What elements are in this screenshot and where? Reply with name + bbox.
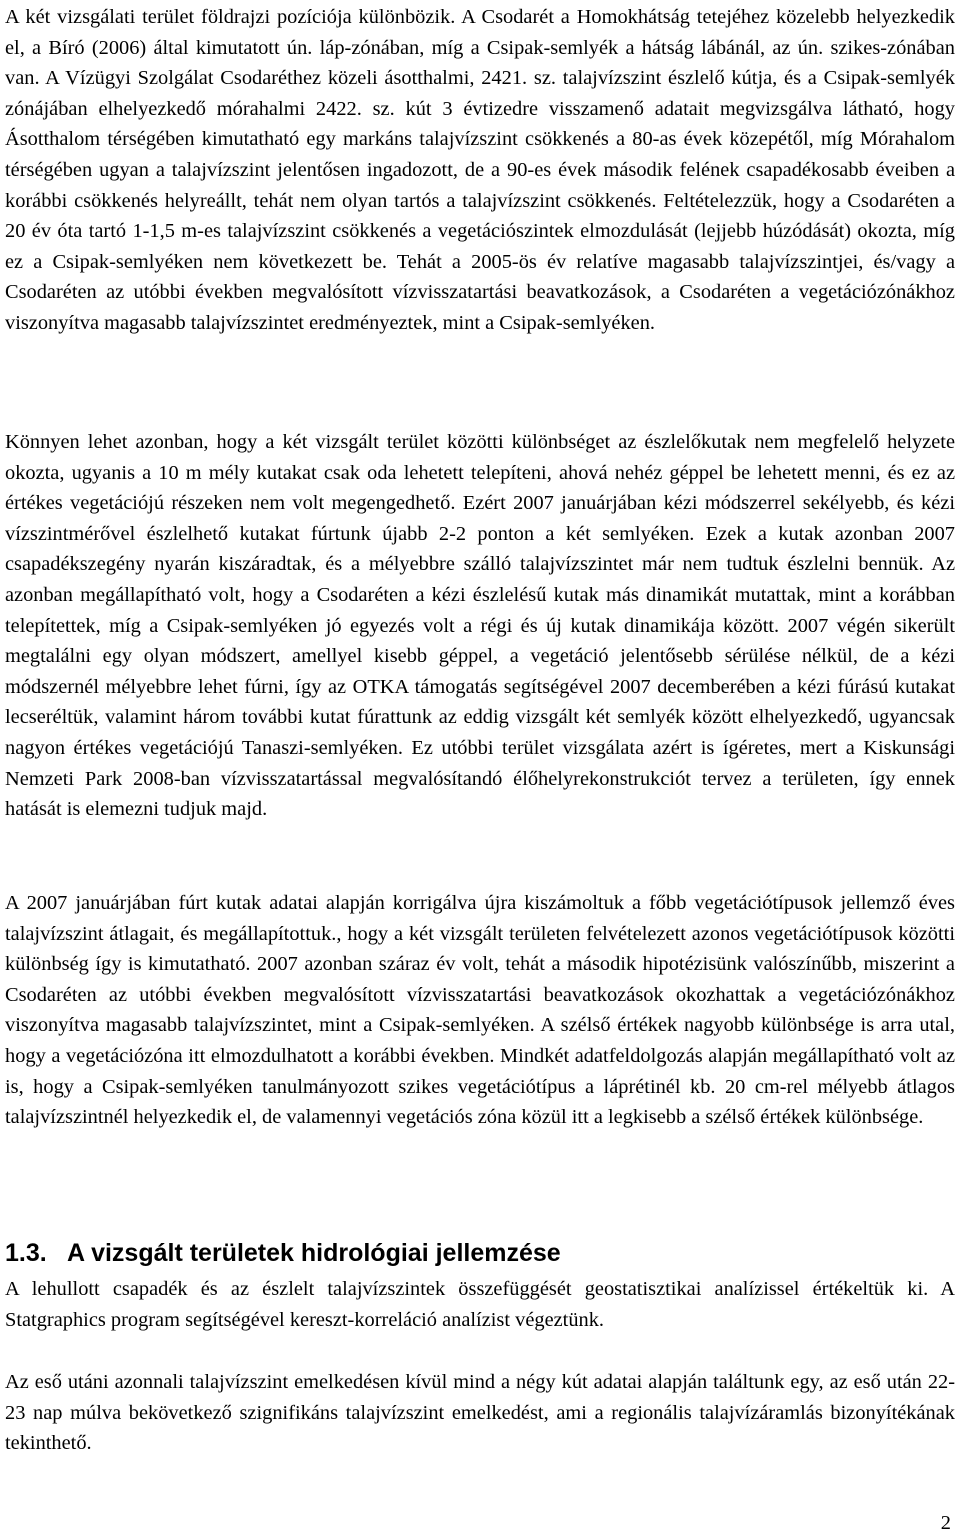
section-title: A vizsgált területek hidrológiai jellemzése	[67, 1239, 561, 1267]
paragraph-2: Könnyen lehet azonban, hogy a két vizsgált terület közötti különbséget az észlelőkutak nem megfelelő helyzete okozta, ugyanis a 10 m mély kutakat csak oda lehetett telepíteni, ahová nehéz géppel be lehetett menni, és ez az értékes vegetációjú részeken nem volt megengedhető. Ezért 2007 januárjában kézi módszerrel sekélyebb, és kézi vízszintmérővel észlelhető kutakat fúrtunk újabb 2-2 ponton a két semlyéken. Ezek a kutak azonban 2007 csapadékszegény nyarán kiszáradtak, és a mélyebbre szálló talajvízszintet már nem tudtuk észlelni bennük. Az azonban megállapítható volt, hogy a Csodaréten a kézi észlelésű kutak más dinamikát mutattak, mint a korábban telepítettek, míg a Csipak-semlyéken jó egyezés volt a régi és új kutak dinamikája között. 2007 végén sikerült megtalálni egy olyan módszert, amellyel kisebb géppel, a vegetáció jelentősebb sérülése nélkül, de a kézi módszernél mélyebbre lehet fúrni, így az OTKA támogatás segítségével 2007 decemberében a kézi fúrású kutakat lecseréltük, valamint három további kutat fúrattunk az eddig vizsgált két semlyék között elhelyezkedő, ugyancsak nagyon értékes vegetációjú Tanaszi-semlyéken. Ez utóbbi terület vizsgálata azért is ígéretes, mert a Kiskunsági Nemzeti Park 2008-ban vízvisszatartással megvalósítandó élőhelyrekonstrukciót tervez a területen, így ennek hatását is elemezni tudjuk majd.	[5, 431, 955, 821]
section-heading	[5, 1236, 955, 1270]
paragraph-4: A lehullott csapadék és az észlelt talajvízszintek összefüggését geostatisztikai analízissel értékeltük ki. A Statgraphics program segítségével kereszt-korreláció analízist végeztünk.	[5, 1278, 955, 1331]
page-number: 2	[940, 1512, 951, 1534]
section-number: 1.3.	[5, 1239, 47, 1267]
paragraph-3: A 2007 januárjában fúrt kutak adatai alapján korrigálva újra kiszámoltuk a főbb vegetációtípusok jellemző éves talajvízszint átlagait, és megállapítottuk., hogy a két vizsgált területen felvételezett azonos vegetációtípusok közötti különbség így is kimutatható. 2007 azonban száraz év volt, tehát a második hipotézisünk valószínűbb, miszerint a Csodaréten az utóbbi években megvalósított vízvisszatartási beavatkozások okozhattak a vegetációzónákhoz viszonyítva magasabb talajvízszintet, mint a Csipak-semlyéken. A szélső értékek nagyobb különbsége is arra utal, hogy a vegetációzóna itt elmozdulhatott a korábbi években. Mindkét adatfeldolgozás alapján megállapítható volt az is, hogy a Csipak-semlyéken tanulmányozott szikes vegetációtípus a láprétinél kb. 20 cm-rel mélyebb átlagos talajvízszintnél helyezkedik el, de valamennyi vegetációs zóna közül itt a legkisebb a szélső értékek különbsége.	[5, 892, 955, 1129]
document-page	[5, 0, 955, 1537]
paragraph-1: A két vizsgálati terület földrajzi pozíciója különbözik. A Csodarét a Homokhátság tetejéhez közelebb helyezkedik el, a Bíró (2006) által kimutatott ún. láp-zónában, míg a Csipak-semlyék a hátság lábánál, az ún. szikes-zónában van. A Vízügyi Szolgálat Csodaréthez közeli ásotthalmi, 2421. sz. talajvízszint észlelő kútja, és a Csipak-semlyék zónájában elhelyezkedő mórahalmi 2422. sz. kút 3 évtizedre visszamenő adatait megvizsgálva látható, hogy Ásotthalom térségében kimutatható egy markáns talajvízszint csökkenés a 80-as évek közepétől, míg Mórahalom térségében ugyan a talajvízszint jelentősen ingadozott, de a 90-es évek második felének csapadékosabb éveiben a korábbi csökkenés helyreállt, tehát nem olyan tartós a talajvízszint csökkenés. Feltételezzük, hogy a Csodaréten a 20 év óta tartó 1-1,5 m-es talajvízszint csökkenés a vegetációszintek elmozdulását (lejjebb húzódását) okozta, míg ez a Csipak-semlyéken nem következett be. Tehát a 2005-ös év relatíve magasabb talajvízszintjei, és/vagy a Csodaréten az utóbbi években megvalósított vízvisszatartási beavatkozások, a Csodaréten a vegetációzónákhoz viszonyítva magasabb talajvízszintet eredményeztek, mint a Csipak-semlyéken.	[5, 6, 955, 334]
paragraph-5: Az eső utáni azonnali talajvízszint emelkedésen kívül mind a négy kút adatai alapján találtunk egy, az eső után 22-23 nap múlva bekövetkező szignifikáns talajvízszint emelkedést, ami a regionális talajvízáramlás bizonyítékának tekinthető.	[5, 1371, 955, 1455]
